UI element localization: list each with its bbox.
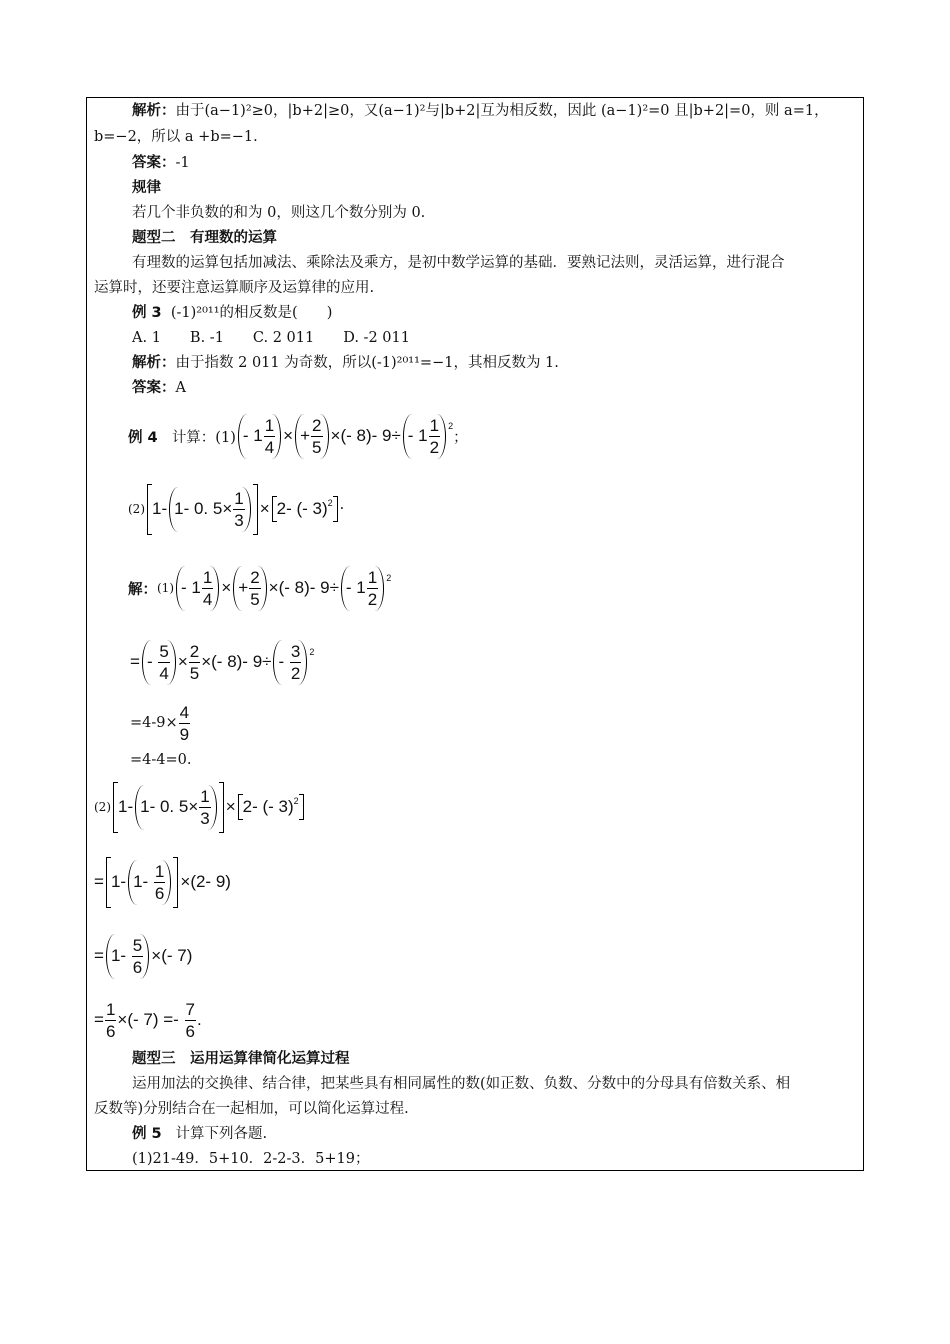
type-3-paragraph-2: 反数等)分别结合在一起相加，可以简化运算过程. bbox=[94, 1101, 409, 1117]
bracket-group: 1- 1- 0. 5× $\frac{1}{3}$ bbox=[147, 484, 258, 535]
answer-3: 答案：A bbox=[132, 380, 186, 396]
example-4-expression-2: (2) 1- 1- 0. 5× $\frac{1}{3}$ × 2- (- 3) 2 · bbox=[128, 485, 344, 533]
solution-4-part-2-line-1: (2) 1- 1- 0. 5× $\frac{1}{3}$ × 2- (- 3) 2 bbox=[94, 783, 306, 831]
solution-4-part-2-line-2: = 1- 1- 1 6 ×(2- 9) bbox=[94, 858, 231, 906]
example-3-solution: 解析：由于指数 2 011 为奇数，所以(-1)²⁰¹¹=−1，其相反数为 1. bbox=[132, 355, 559, 371]
type-2-paragraph-2: 运算时，还要注意运算顺序及运算律的应用. bbox=[94, 280, 375, 296]
type-3-title: 题型三 运用运算律简化运算过程 bbox=[132, 1051, 350, 1067]
paren-group: - 1 1 2 bbox=[403, 414, 446, 459]
type-2-paragraph-1: 有理数的运算包括加减法、乘除法及乘方，是初中数学运算的基础．要熟记法则，灵活运算，进行混合 bbox=[132, 255, 785, 271]
bracket-group: 2- (- 3) 2 bbox=[272, 496, 338, 522]
example-4-expression-1: 例 4 计算：(1) - 1 1 4 × + $\frac{2}{5}$ ×(- 8)- 9÷ - 1 1 2 2 ； bbox=[128, 415, 468, 457]
solution-4-part-2-line-3: = 1- 5 6 ×(- 7) bbox=[94, 935, 193, 977]
rule-heading: 规律 bbox=[132, 180, 161, 196]
analysis-1-line-2: b=−2，所以 a +b=−1. bbox=[94, 129, 258, 145]
solution-4-part-2-line-4: = $\frac{1}{6}$ ×(- 7) =- 7 6 . bbox=[94, 999, 202, 1041]
example-5-item-1: (1)21-49．5+10．2-2-3．5+19； bbox=[132, 1151, 370, 1167]
paren-group: + $\frac{2}{5}$ bbox=[295, 414, 328, 459]
solution-4-line-2: = - 5 4 × $\frac{2}{5}$ ×(- 8)- 9÷ - 3 2 2 bbox=[130, 641, 315, 683]
solution-4-line-3: =4-9× $\frac{4}{9}$ bbox=[130, 702, 190, 744]
paren-group: - 1 1 4 bbox=[238, 414, 281, 459]
answer-1: 答案：-1 bbox=[132, 155, 190, 171]
rule-text: 若几个非负数的和为 0，则这几个数分别为 0. bbox=[132, 205, 426, 221]
example-3: 例 3 (-1)²⁰¹¹的相反数是( ) bbox=[132, 305, 333, 321]
type-3-paragraph-1: 运用加法的交换律、结合律，把某些具有相同属性的数(如正数、负数、分数中的分母具有倍数关系、相 bbox=[132, 1076, 791, 1092]
type-2-title: 题型二 有理数的运算 bbox=[132, 230, 277, 246]
solution-4-line-1: 解： (1) - 1 1 4 × + $\frac{2}{5}$ ×(- 8)- 9÷ - 1 1 2 2 bbox=[128, 567, 392, 609]
analysis-1-line: 解析：由于(a−1)²≥0，|b+2|≥0，又(a−1)²与|b+2|互为相反数，因此 (a−1)²=0 且|b+2|=0，则 a=1， bbox=[132, 103, 829, 119]
example-5: 例 5 计算下列各题. bbox=[132, 1126, 268, 1142]
solution-4-line-4: =4-4=0. bbox=[130, 752, 192, 768]
example-3-options: A. 1 B. -1 C. 2 011 D. -2 011 bbox=[132, 330, 410, 346]
